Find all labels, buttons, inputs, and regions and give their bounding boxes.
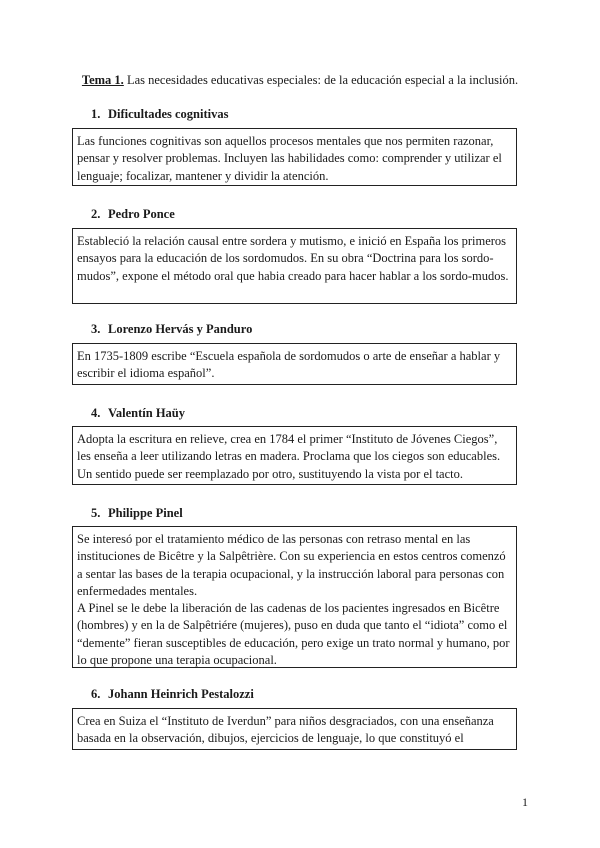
section-box-6	[72, 708, 517, 750]
section-text: En 1735-1809 escribe “Escuela española de sordomudos o arte de enseñar a hablar y escribir el idioma español”.	[77, 349, 501, 381]
section-text: Estableció la relación causal entre sordera y mutismo, e inició en España los primeros ensayos para la educación de los sordomudos. En su obra “Doctrina para los sordo-mudos”, expone el método oral que habia creado para hacer hablar a los sordo-mudos.	[77, 234, 509, 283]
section-number: 6.	[91, 687, 101, 701]
section-text: Las funciones cognitivas son aquellos procesos mentales que nos permiten razonar, pensar y resolver problemas. Incluyen las habilidades como: comprender y utilizar el lenguaje; focalizar, mantener y dividir la atención.	[77, 134, 502, 183]
section-title: Pedro Ponce	[108, 207, 175, 221]
section-title: Valentín Haüy	[108, 406, 185, 420]
topic-label: Tema 1.	[81, 73, 124, 87]
section-number: 4.	[91, 406, 101, 420]
section-heading-1	[91, 106, 228, 122]
section-text: Adopta la escritura en relieve, crea en 1784 el primer “Instituto de Jóvenes Ciegos”, les enseña a leer utilizando letras en madera. Proclama que los ciegos son educables. Un sentido puede ser reemplazado por otro, sustituyendo la vista por el tacto.	[77, 432, 501, 481]
document-title	[0, 72, 600, 88]
section-heading-5	[91, 505, 183, 521]
section-number: 1.	[91, 107, 101, 121]
section-text: Crea en Suiza el “Instituto de Iverdun” para niños desgraciados, con una enseñanza basada en la observación, dibujos, ejercicios de lenguaje, lo que constituyó el	[77, 714, 494, 746]
section-box-5	[72, 526, 517, 668]
section-box-2	[72, 228, 517, 304]
page-number: 1	[522, 795, 528, 809]
section-title: Dificultades cognitivas	[108, 107, 229, 121]
section-heading-4	[91, 405, 185, 421]
section-box-4	[72, 426, 517, 485]
section-text: A Pinel se le debe la liberación de las cadenas de los pacientes ingresados en Bicêtre (hombres) y en la de Salpêtriére (mujeres), puso en duda que tanto el “idiota” como el “demente” fieran susceptibles de educación, pero exige un trato normal y humano, por lo que propone una terapia ocupacional.	[77, 601, 510, 668]
section-title: Lorenzo Hervás y Panduro	[108, 322, 253, 336]
section-box-3	[72, 343, 517, 385]
topic-title: Las necesidades educativas especiales: de la educación especial a la inclusión.	[123, 73, 519, 87]
section-title: Johann Heinrich Pestalozzi	[108, 687, 254, 701]
section-heading-2	[91, 206, 175, 222]
section-number: 5.	[91, 506, 101, 520]
section-title: Philippe Pinel	[108, 506, 183, 520]
section-number: 2.	[91, 207, 101, 221]
section-text: Se interesó por el tratamiento médico de las personas con retraso mental en las instituciones de Bicêtre y la Salpêtrière. Con su experiencia en estos centros comenzó a sentar las bases de la terapia ocupacional, y la instrucción laboral para personas con enfermedades mentales.	[77, 532, 506, 598]
section-heading-3	[91, 321, 252, 337]
section-box-1	[72, 128, 517, 186]
section-number: 3.	[91, 322, 101, 336]
section-heading-6	[91, 686, 254, 702]
